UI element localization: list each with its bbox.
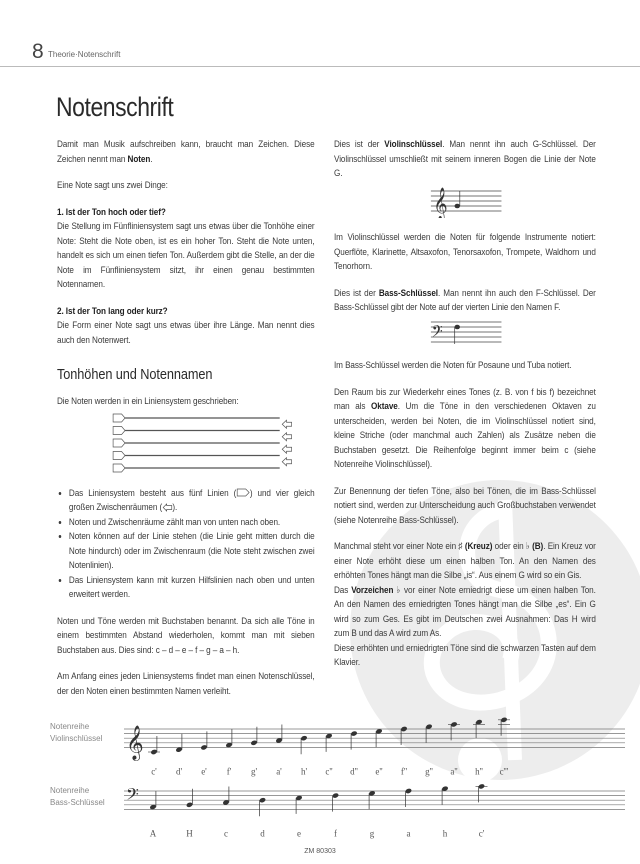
text: ) und vier gleich großen Zwischenräumen ( <box>68 487 315 513</box>
running-header: Theorie·Notenschrift <box>48 50 121 59</box>
note <box>148 736 160 755</box>
page-title: Notenschrift <box>56 92 174 122</box>
intro-paragraph <box>57 138 315 167</box>
note-rows-svg <box>0 705 640 840</box>
line-marker-icon <box>236 488 250 497</box>
line-marker-icon <box>113 439 125 447</box>
note-name-label: d <box>260 828 265 839</box>
note <box>400 726 407 745</box>
treble-clef-figure <box>334 184 596 224</box>
note-name-label: a <box>406 828 411 839</box>
note-name-label: d' <box>175 766 183 777</box>
text: . Um die Töne in den verschiedenen Oktaven zu unterscheiden, werden bei Noten, die im Violinschlüssel notiert sind, kleine Striche (oder manchmal auch Zahlen) als Zusätze neben die Buchstaben gesetzt. Die Reihenfolge beginnt immer beim c (siehe Notenreihe Violinschlüssel). <box>334 401 596 470</box>
note <box>259 797 266 816</box>
question-heading: 2. Ist der Ton lang oder kurz? <box>57 305 168 317</box>
text: . Ein Kreuz vor einer Note erhöht diese um einen halben Ton. An den Namen des erhöhten Tones hängt man die Silbe „is“. Aus einem G wird so ein Gis. <box>334 541 596 581</box>
treble-clef-icon: 𝄞 <box>126 725 144 761</box>
space-marker-icon <box>282 458 291 466</box>
bullet-list <box>57 487 315 603</box>
line-marker-icon <box>113 452 125 460</box>
svg-text:𝄢: 𝄢 <box>431 322 443 345</box>
text: Die Form einer Note sagt uns etwas über ihre Länge. Man nennt dies auch den Notenwert. <box>57 320 315 346</box>
text: ♭ vor einer Note erniedrigt diese um einen halben Ton. An den Namen des erniedrigten Tones hängt man die Silbe „es“. Ein G wird so zum Ges. Es gibt im Deutschen zwei Ausnahmen: Das H wird zum B und das A wird zum As. <box>334 584 596 639</box>
note-name-label: e <box>297 828 301 839</box>
paragraph: Im Bass-Schlüssel werden die Noten für Posaune und Tuba notiert. <box>334 360 572 371</box>
note <box>332 792 339 811</box>
note <box>250 727 257 746</box>
text: Dies ist der <box>334 287 379 299</box>
note <box>405 788 412 807</box>
octave-paragraph <box>334 386 596 473</box>
note-name-label: c' <box>478 828 485 839</box>
note-name-label: g' <box>250 766 258 777</box>
paragraph: Die Noten werden in ein Liniensystem geschrieben: <box>57 395 239 407</box>
note-name-label: h <box>442 828 448 839</box>
space-marker-icon <box>282 445 291 453</box>
note <box>425 724 432 743</box>
note <box>175 734 182 753</box>
text: . Man nennt ihn auch G-Schlüssel. Der Violinschlüssel umschließt mit seinem inneren Bogen die Linie der Note G. <box>334 139 596 179</box>
note-name-label: A <box>149 828 157 839</box>
text: Damit man Musik aufschreiben kann, braucht man Zeichen. Diese Zeichen nennt man <box>57 139 315 165</box>
bullet-item: • Das Liniensystem kann mit kurzen Hilfslinien nach oben und unten erweitert werden. <box>69 574 315 603</box>
left-column <box>57 138 315 711</box>
line-marker-icon <box>113 464 125 472</box>
bullet-item: • Noten und Zwischenräume zählt man von unten nach oben. <box>69 516 315 531</box>
text: Den Raum bis zur Wiederkehr eines Tones (z. B. von f bis f) bezeichnet man als <box>334 386 596 412</box>
text: . <box>150 153 153 165</box>
note <box>200 731 207 750</box>
note-name-label: d'' <box>350 766 358 777</box>
space-marker-icon <box>162 503 172 512</box>
note-name-label: e'' <box>375 766 383 777</box>
note <box>473 719 485 738</box>
note-name-label: f' <box>226 766 232 777</box>
paragraph: Zur Benennung der tiefen Töne, also bei Tönen, die im Bass-Schlüssel notiert sind, werden zur Unterscheidung auch Großbuchstaben verwendet (siehe Notenreihe Bass-Schlüssel). <box>334 485 596 526</box>
paragraph: Diese erhöhten und erniedrigten Töne sind die schwarzen Tasten auf dem Klavier. <box>334 642 596 668</box>
space-marker-icon <box>282 420 291 428</box>
paragraph: Am Anfang eines jeden Liniensystems findet man einen Notenschlüssel, der den Noten einen bestimmten Namen verleiht. <box>57 671 315 697</box>
note <box>186 789 193 808</box>
note <box>350 730 357 749</box>
note-name-label: h'' <box>475 766 483 777</box>
note-name-label: c''' <box>499 766 509 777</box>
text: . Man nennt ihn auch den F-Schlüssel. Der Bass-Schlüssel gibt der Note auf der vierten Linie den Namen F. <box>334 287 596 313</box>
note-name-label: a'' <box>450 766 458 777</box>
note-name-label: h' <box>300 766 308 777</box>
note <box>225 729 232 748</box>
bullet-item <box>69 487 315 516</box>
term-bass-schluessel: Bass-Schlüssel <box>378 287 438 299</box>
note <box>300 735 307 754</box>
note-name-label: e' <box>201 766 207 777</box>
violin-clef-paragraph <box>334 138 596 182</box>
term-noten: Noten <box>127 153 151 165</box>
question-1 <box>57 206 315 293</box>
note-name-label: g'' <box>425 766 433 777</box>
bullet-item: • Noten können auf der Linie stehen (die Linie geht mitten durch die Note hindurch) oder im Zwischenraum (die Note steht zwischen zwei Notenlinien). <box>69 530 315 574</box>
term-violinschluessel: Violinschlüssel <box>384 139 443 150</box>
text: Manchmal steht vor einer Note ein ♯ <box>334 541 465 552</box>
paragraph: Im Violinschlüssel werden die Noten für folgende Instrumente notiert: Querflöte, Klarinette, Altsaxofon, Tenorsaxofon, Trompete, Waldhorn und Tenorhorn. <box>334 232 596 272</box>
term-oktave: Oktave <box>371 401 398 412</box>
bass-clef-paragraph <box>334 287 596 316</box>
label: Bass-Schlüssel <box>50 798 105 807</box>
note-name-label: a' <box>276 766 282 777</box>
note-name-label: c'' <box>325 766 333 777</box>
note <box>498 717 510 736</box>
text: Das Liniensystem besteht aus fünf Linien ( <box>68 487 237 499</box>
flat-paragraph <box>334 584 596 642</box>
note <box>375 728 382 747</box>
paragraph: Eine Note sagt uns zwei Dinge: <box>57 180 168 191</box>
term-b: (B) <box>532 541 544 552</box>
space-marker-icon <box>282 433 291 441</box>
note <box>275 725 282 744</box>
section-heading: Tonhöhen und Notennamen <box>57 366 213 383</box>
term-vorzeichen: Vorzeichen <box>351 584 394 596</box>
text: Das <box>334 584 352 596</box>
note-name-label: g <box>369 828 375 839</box>
note <box>325 733 332 752</box>
line-marker-icon <box>113 414 125 422</box>
note-name-label: H <box>186 828 193 839</box>
note-rows <box>0 705 640 840</box>
svg-text:𝄞: 𝄞 <box>433 187 448 218</box>
question-2 <box>57 305 315 349</box>
staff-lines-diagram <box>57 413 315 481</box>
bass-clef-icon: 𝄢 <box>126 784 139 808</box>
note <box>222 787 229 806</box>
note-name-label: f'' <box>400 766 408 777</box>
label: Violinschlüssel <box>50 734 103 743</box>
note <box>448 721 460 740</box>
text: oder ein ♭ <box>492 541 533 552</box>
page-number: 8 <box>32 40 44 63</box>
note <box>149 791 156 810</box>
note-name-label: f <box>334 828 337 839</box>
label: Notenreihe <box>50 786 90 795</box>
header-rule <box>0 66 640 67</box>
text: Die Stellung im Fünfliniensystem sagt uns etwas über die Tonhöhe einer Note: Steht die Note oben, ist es ein hoher Ton. Steht die Note unten, handelt es sich um einen tiefen Ton. Außerdem gibt die Stelle, an der die Note im Fünfliniensystem sitzt, ihr einen genau bestimmten Notennamen. <box>57 221 315 290</box>
note <box>441 786 448 805</box>
accidentals-paragraph <box>334 540 596 584</box>
note-name-label: c <box>224 828 228 839</box>
bass-clef-figure <box>334 318 596 352</box>
term-kreuz: (Kreuz) <box>464 541 493 552</box>
right-column <box>334 138 596 683</box>
note-name-label: c' <box>151 766 157 777</box>
paragraph: Noten und Töne werden mit Buchstaben benannt. Da sich alle Töne in einem bestimmten Abstand wiederholen, kommt man mit sieben Buchstaben aus. Dies sind: c – d – e – f – g – a – h. <box>57 615 315 656</box>
question-heading: 1. Ist der Ton hoch oder tief? <box>57 206 166 218</box>
note <box>476 783 488 802</box>
note <box>368 790 375 809</box>
footer-code: ZM 80303 <box>304 848 336 855</box>
text: Dies ist der <box>334 139 385 150</box>
note <box>295 795 302 814</box>
label: Notenreihe <box>50 722 90 731</box>
text: ). <box>172 502 178 513</box>
line-marker-icon <box>113 427 125 435</box>
